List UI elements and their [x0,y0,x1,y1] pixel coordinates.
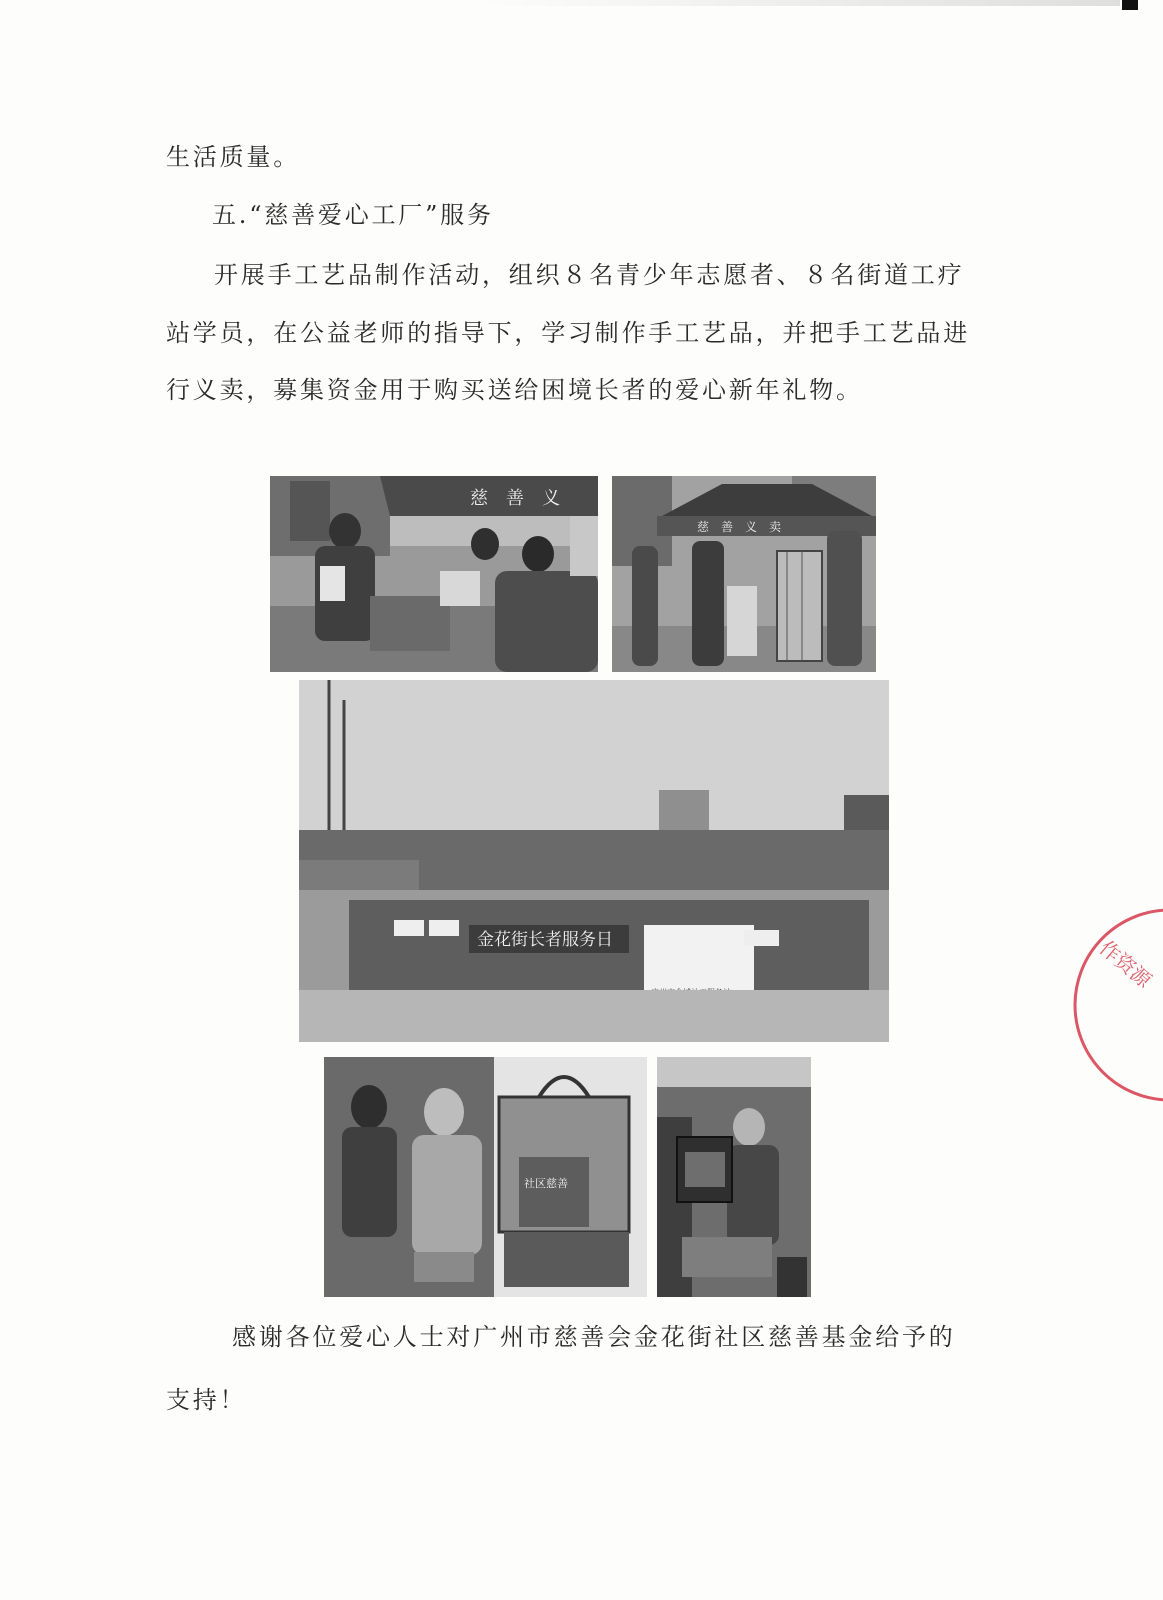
red-seal-stamp [1040,890,1163,1130]
scan-edge-mark [1122,0,1138,10]
paragraph-line-4: 站学员，在公益老师的指导下，学习制作手工艺品，并把手工艺品进 [166,319,970,347]
paragraph-line-6: 感谢各位爱心人士对广州市慈善会金花街社区慈善基金给予的 [232,1323,956,1351]
photo-elder-seated-with-gift [657,1057,811,1297]
paragraph-line-7: 支持！ [166,1386,247,1414]
photo1-banner-text: 慈 善 义 [470,488,560,509]
photo-elder-with-gift-bag [324,1057,647,1297]
photo-charity-stall-volunteers [270,476,598,672]
scan-edge-shadow [470,0,1120,6]
photo3-banner-text: 金花街长者服务日 [477,930,613,950]
photo-charity-sale-stall [612,476,876,672]
photo2-banner-text: 慈 善 义 卖 [697,520,782,534]
photo4-bag-label: 社区慈善 [524,1177,568,1190]
paragraph-line-3: 开展手工艺品制作活动，组织８名青少年志愿者、８名街道工疗 [214,261,965,289]
section-heading: 五.“慈善爱心工厂”服务 [212,201,494,229]
photo-group-volunteers [299,680,889,1042]
paragraph-line-1: 生活质量。 [166,143,300,171]
paragraph-line-5: 行义卖，募集资金用于购买送给困境长者的爱心新年礼物。 [166,376,863,404]
seal-text: 作资源 [1094,935,1157,993]
